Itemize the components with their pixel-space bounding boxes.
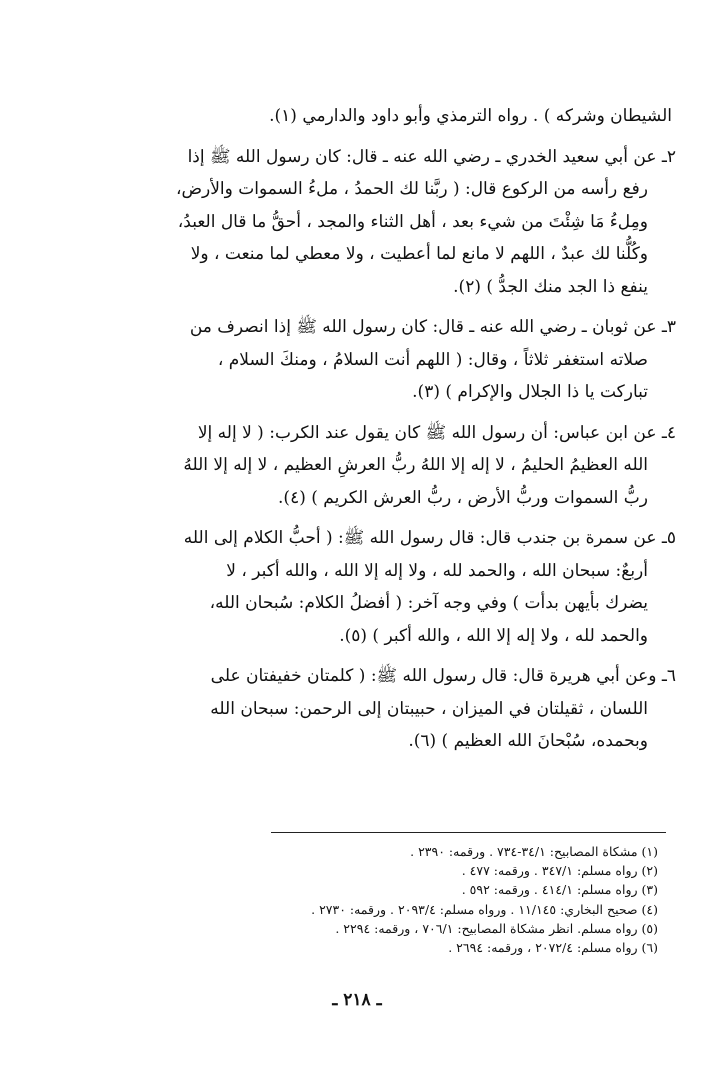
- hadith-3: [40, 311, 676, 409]
- text-line: ربُّ السموات وربُّ الأرض ، ربُّ العرش الكريم ) (٤).: [278, 487, 648, 508]
- text-line: صلاته استغفر ثلاثاً ، وقال: ( اللهم أنت السلامُ ، ومنكَ السلام ،: [217, 349, 648, 370]
- text-line: ٣ـ عن ثوبان ـ رضي الله عنه ـ قال: كان رسول الله ﷺ إذا انصرف من: [189, 317, 676, 337]
- text-line: الله العظيمُ الحليمُ ، لا إله إلا اللهُ ربُّ العرشِ العظيم ، لا إله إلا اللهُ: [183, 455, 648, 475]
- footnote-6: (٦) رواه مسلم: ٢٠٧٢/٤ ، ورقمه: ٢٦٩٤ .: [448, 940, 658, 956]
- text-line: ٦ـ وعن أبي هريرة قال: قال رسول الله ﷺ: ( كلمتان خفيفتان على: [210, 666, 676, 686]
- text-line: وبحمده، سُبْحانَ الله العظيم ) (٦).: [408, 731, 648, 751]
- footnotes: [118, 842, 658, 957]
- hadith-5: [40, 522, 676, 652]
- text-line: اللسان ، ثقيلتان في الميزان ، حبيبتان إلى الرحمن: سبحان الله: [210, 698, 648, 719]
- hadith-2: [40, 141, 676, 304]
- hadith-6: [40, 660, 676, 758]
- text-line: ٤ـ عن ابن عباس: أن رسول الله ﷺ كان يقول عند الكرب: ( لا إله إلا: [197, 422, 676, 443]
- text-line: الشيطان وشركه ) . رواه الترمذي وأبو داود والدارمي (١).: [269, 106, 672, 126]
- paragraph-continuation: [40, 100, 676, 133]
- text-line: أربعٌ: سبحان الله ، والحمد لله ، ولا إله إلا الله ، والله أكبر ، لا: [226, 560, 648, 581]
- footnote-5: (٥) رواه مسلم. انظر مشكاة المصابيح: ٧٠٦/١ ، ورقمه: ٢٢٩٤ .: [335, 920, 658, 936]
- text-line: تباركت يا ذا الجلال والإكرام ) (٣).: [412, 382, 648, 402]
- footnote-2: (٢) رواه مسلم: ٣٤٧/١ . ورقمه: ٤٧٧ .: [461, 863, 658, 879]
- text-line: ينفع ذا الجد منك الجدُّ ) (٢).: [453, 276, 648, 297]
- text-line: ٢ـ عن أبي سعيد الخدري ـ رضي الله عنه ـ قال: كان رسول الله ﷺ إذا: [187, 146, 676, 167]
- text-line: والحمد لله ، ولا إله إلا الله ، والله أكبر ) (٥).: [339, 625, 648, 646]
- text-line: رفع رأسه من الركوع قال: ( ربَّنا لك الحمدُ ، ملءُ السموات والأرض،: [175, 179, 648, 199]
- text-line: يضرك بأيهن بدأت ) وفي وجه آخر: ( أفضلُ الكلام: سُبحان الله،: [209, 593, 648, 613]
- text-line: وكُلُّنا لك عبدٌ ، اللهم لا مانع لما أعطيت ، ولا معطي لما منعت ، ولا: [190, 244, 648, 264]
- page-number: ـ ٢١٨ ـ: [332, 990, 382, 1010]
- footnote-4: (٤) صحيح البخاري: ١١/١٤٥ . ورواه مسلم: ٢٠٩٣/٤ . ورقمه: ٢٧٣٠ .: [311, 901, 658, 917]
- text-line: ومِلءُ مَا شِئْتَ من شيء بعد ، أهل الثناء والمجد ، أحقُّ ما قال العبدُ،: [177, 211, 648, 232]
- footnote-3: (٣) رواه مسلم: ٤١٤/١ . ورقمه: ٥٩٢ .: [461, 882, 658, 898]
- footnote-separator: [271, 832, 666, 833]
- main-text: [40, 100, 676, 758]
- text-line: ٥ـ عن سمرة بن جندب قال: قال رسول الله ﷺ: ( أحبُّ الكلام إلى الله: [183, 528, 676, 548]
- footnote-1: (١) مشكاة المصابيح: ٣٤/١-٧٣٤ . ورقمه: ٢٣٩٠ .: [410, 844, 658, 859]
- hadith-4: [40, 417, 676, 515]
